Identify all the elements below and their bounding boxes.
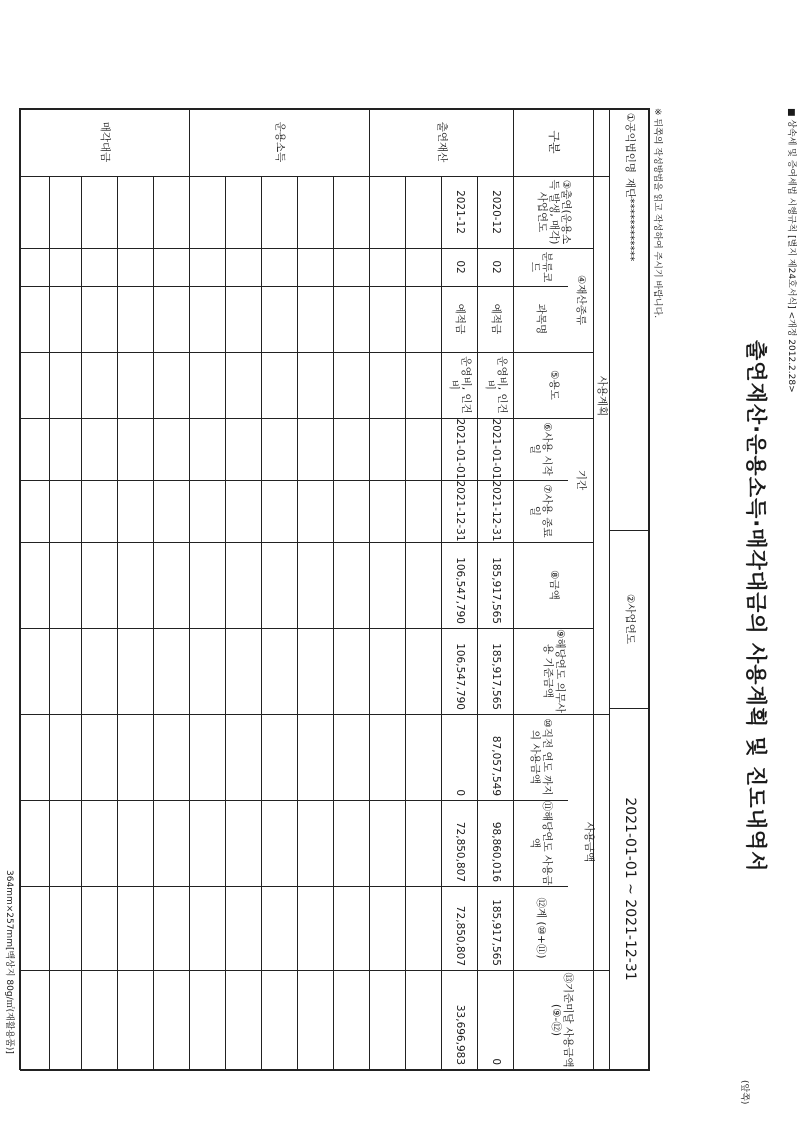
- fiscal-year-label: ②사업연도: [624, 594, 636, 644]
- paper-spec: 364mm×257mm[백상지 80g/㎡(재활용품)]: [4, 870, 14, 1054]
- table-row-amount: 106,547,790: [454, 557, 466, 624]
- section-sale-proceeds: 매각대금: [99, 121, 111, 163]
- col-code: 분류코드: [529, 251, 553, 283]
- col-period: 기간: [575, 469, 587, 491]
- section-operating-income: 운용소득: [274, 121, 286, 163]
- table-row-use: 운영비, 인건비: [484, 356, 508, 414]
- table-row-curr: 72,850,807: [454, 821, 466, 882]
- used-header: 사용금액: [583, 821, 595, 863]
- col-curr-used: ⑪해당연도 사용금액: [529, 800, 553, 886]
- vline: [20, 970, 610, 971]
- table-row-curr: 98,860,016: [490, 821, 502, 882]
- table-row-duty: 106,547,790: [454, 643, 466, 710]
- col-use: ⑤용도: [548, 370, 560, 400]
- table-row-start: 2021-01-01: [454, 418, 466, 480]
- table-row-prev: 87,057,549: [490, 735, 502, 796]
- page-side-label: (앞쪽): [739, 1080, 749, 1105]
- table-row-short: 33,696,983: [454, 1004, 466, 1065]
- document-title: 출연재산·운용소득·매각대금의 사용계획 및 진도내역서: [744, 340, 768, 873]
- vline: [20, 176, 610, 177]
- col-duty-amount: ⑨해당연도 의무사용 기준금액: [542, 629, 566, 713]
- table-row-prev: 0: [454, 789, 466, 796]
- table-row-start: 2021-01-01: [490, 418, 502, 480]
- col-total-used: ⑫계 (⑩+⑪): [535, 897, 547, 959]
- corp-name-value: 재단************: [624, 178, 636, 262]
- col-gubun: 구분: [547, 130, 561, 154]
- table-row-duty: 185,917,565: [490, 643, 502, 710]
- section-endowment: 출연재산: [436, 121, 448, 163]
- col-subject: 과목명: [535, 303, 547, 335]
- table-row-end: 2021-12-31: [490, 480, 502, 542]
- corp-name-label: ①공익법인명: [624, 112, 636, 174]
- table-row-total: 72,850,807: [454, 905, 466, 966]
- table-row-short: 0: [490, 1058, 502, 1065]
- col-amount: ⑧금액: [548, 570, 560, 600]
- table-row-code: 02: [454, 260, 466, 274]
- law-reference: ■ 상속세 및 증여세법 시행규칙 [별지 제24호서식] <개정 2012.2.28>: [786, 108, 796, 393]
- col-start: ⑥사용 시작일: [529, 422, 553, 476]
- vline: [20, 1069, 650, 1071]
- col-end: ⑦사용 종료일: [529, 484, 553, 538]
- table-bottom-border: [19, 108, 21, 1070]
- plan-header: 사용계획: [596, 375, 608, 417]
- col-shortfall: ⑬기준미달 사용금액 (⑨-⑫): [550, 972, 574, 1068]
- col-prev-used: ⑩직전 연도 까지의 사용금액: [529, 718, 553, 796]
- vline: [20, 714, 610, 715]
- table-row-subject: 예적금: [454, 303, 466, 335]
- table-row-total: 185,917,565: [490, 899, 502, 966]
- table-row-code: 02: [490, 260, 502, 274]
- table-row-year: 2021-12: [454, 190, 466, 234]
- fiscal-year-value: 2021-01-01 ~ 2021-12-31: [622, 797, 638, 981]
- col-asset-type: ④재산종류: [575, 275, 587, 325]
- table-row-year: 2020-12: [490, 190, 502, 234]
- table-row-amount: 185,917,565: [490, 557, 502, 624]
- table-row-subject: 예적금: [490, 303, 502, 335]
- table-row-use: 운영비, 인건비: [448, 356, 472, 414]
- instruction-note: ※ 뒤쪽의 작성방법을 읽고 작성하여 주시기 바랍니다.: [652, 108, 662, 319]
- table-row-end: 2021-12-31: [454, 480, 466, 542]
- col-year: ③출연(운용소득 발생, 매각) 사업연도: [536, 179, 572, 245]
